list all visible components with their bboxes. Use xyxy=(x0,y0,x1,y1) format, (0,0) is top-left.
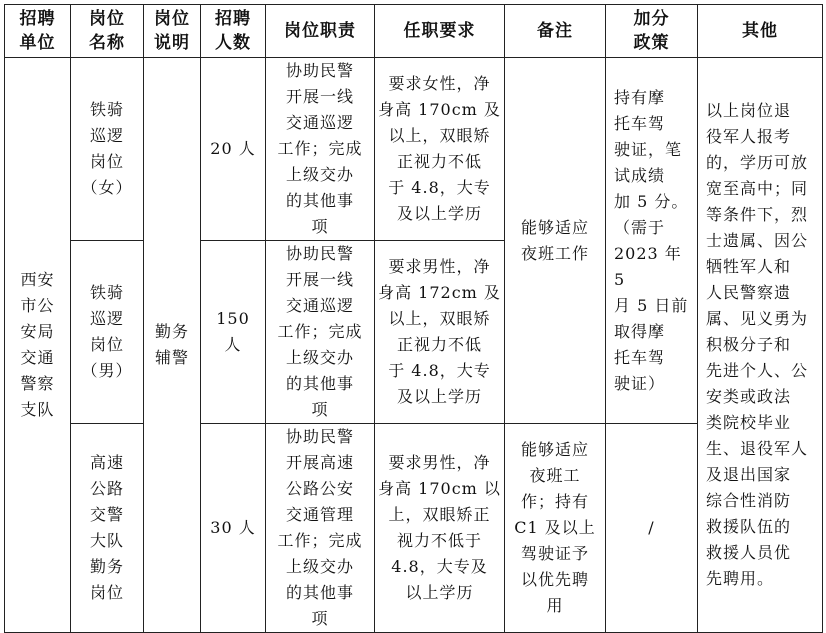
header-post-desc: 岗位 说明 xyxy=(144,5,201,58)
header-requirements: 任职要求 xyxy=(375,5,505,58)
header-bonus: 加分 政策 xyxy=(606,5,698,58)
note-cell: 能够适应 夜班工 作；持有 C1 及以上 驾驶证予 以优先聘 用 xyxy=(505,424,606,633)
header-note: 备注 xyxy=(505,5,606,58)
header-unit: 招聘 单位 xyxy=(5,5,71,58)
unit-cell: 西安 市公 安局 交通 警察 支队 xyxy=(5,58,71,633)
duty-cell: 协助民警 开展高速 公路公安 交通管理 工作；完成 上级交办 的其他事 项 xyxy=(266,424,375,633)
bonus-cell: / xyxy=(606,424,698,633)
recruitment-table xyxy=(4,4,823,633)
post-name-cell: 铁骑 巡逻 岗位 （女） xyxy=(71,58,144,241)
header-post-name: 岗位 名称 xyxy=(71,5,144,58)
count-cell: 150 人 xyxy=(201,241,266,424)
requirements-cell: 要求男性，净 身高 170cm 以 上，双眼矫正 视力不低于 4.8，大专及 以上学历 xyxy=(375,424,505,633)
header-other: 其他 xyxy=(698,5,823,58)
requirements-cell: 要求女性，净 身高 170cm 及 以上，双眼矫 正视力不低 于 4.8，大专 及以上学历 xyxy=(375,58,505,241)
post-desc-cell: 勤务 辅警 xyxy=(144,58,201,633)
note-cell: 能够适应 夜班工作 xyxy=(505,58,606,424)
other-cell: 以上岗位退 役军人报考 的，学历可放 宽至高中；同 等条件下，烈 士遗属、因公 牺牲军人和 人民警察遗 属、见义勇为 积极分子和 先进个人、公 安类或政法 类院校毕业 生、退役军人 及退出国家 综合性消防 救援队伍的 救援人员优 先聘用。 xyxy=(698,58,823,633)
table-row xyxy=(5,58,823,241)
count-cell: 20 人 xyxy=(201,58,266,241)
requirements-cell: 要求男性，净 身高 172cm 及 以上，双眼矫 正视力不低 于 4.8，大专 及以上学历 xyxy=(375,241,505,424)
count-cell: 30 人 xyxy=(201,424,266,633)
header-count: 招聘 人数 xyxy=(201,5,266,58)
duty-cell: 协助民警 开展一线 交通巡逻 工作；完成 上级交办 的其他事 项 xyxy=(266,58,375,241)
header-duty: 岗位职责 xyxy=(266,5,375,58)
post-name-cell: 铁骑 巡逻 岗位 （男） xyxy=(71,241,144,424)
bonus-cell: 持有摩 托车驾 驶证，笔 试成绩 加 5 分。 （需于 2023 年 5 月 5 日前 取得摩 托车驾 驶证） xyxy=(606,58,698,424)
post-name-cell: 高速 公路 交警 大队 勤务 岗位 xyxy=(71,424,144,633)
duty-cell: 协助民警 开展一线 交通巡逻 工作；完成 上级交办 的其他事 项 xyxy=(266,241,375,424)
header-row xyxy=(5,5,823,58)
